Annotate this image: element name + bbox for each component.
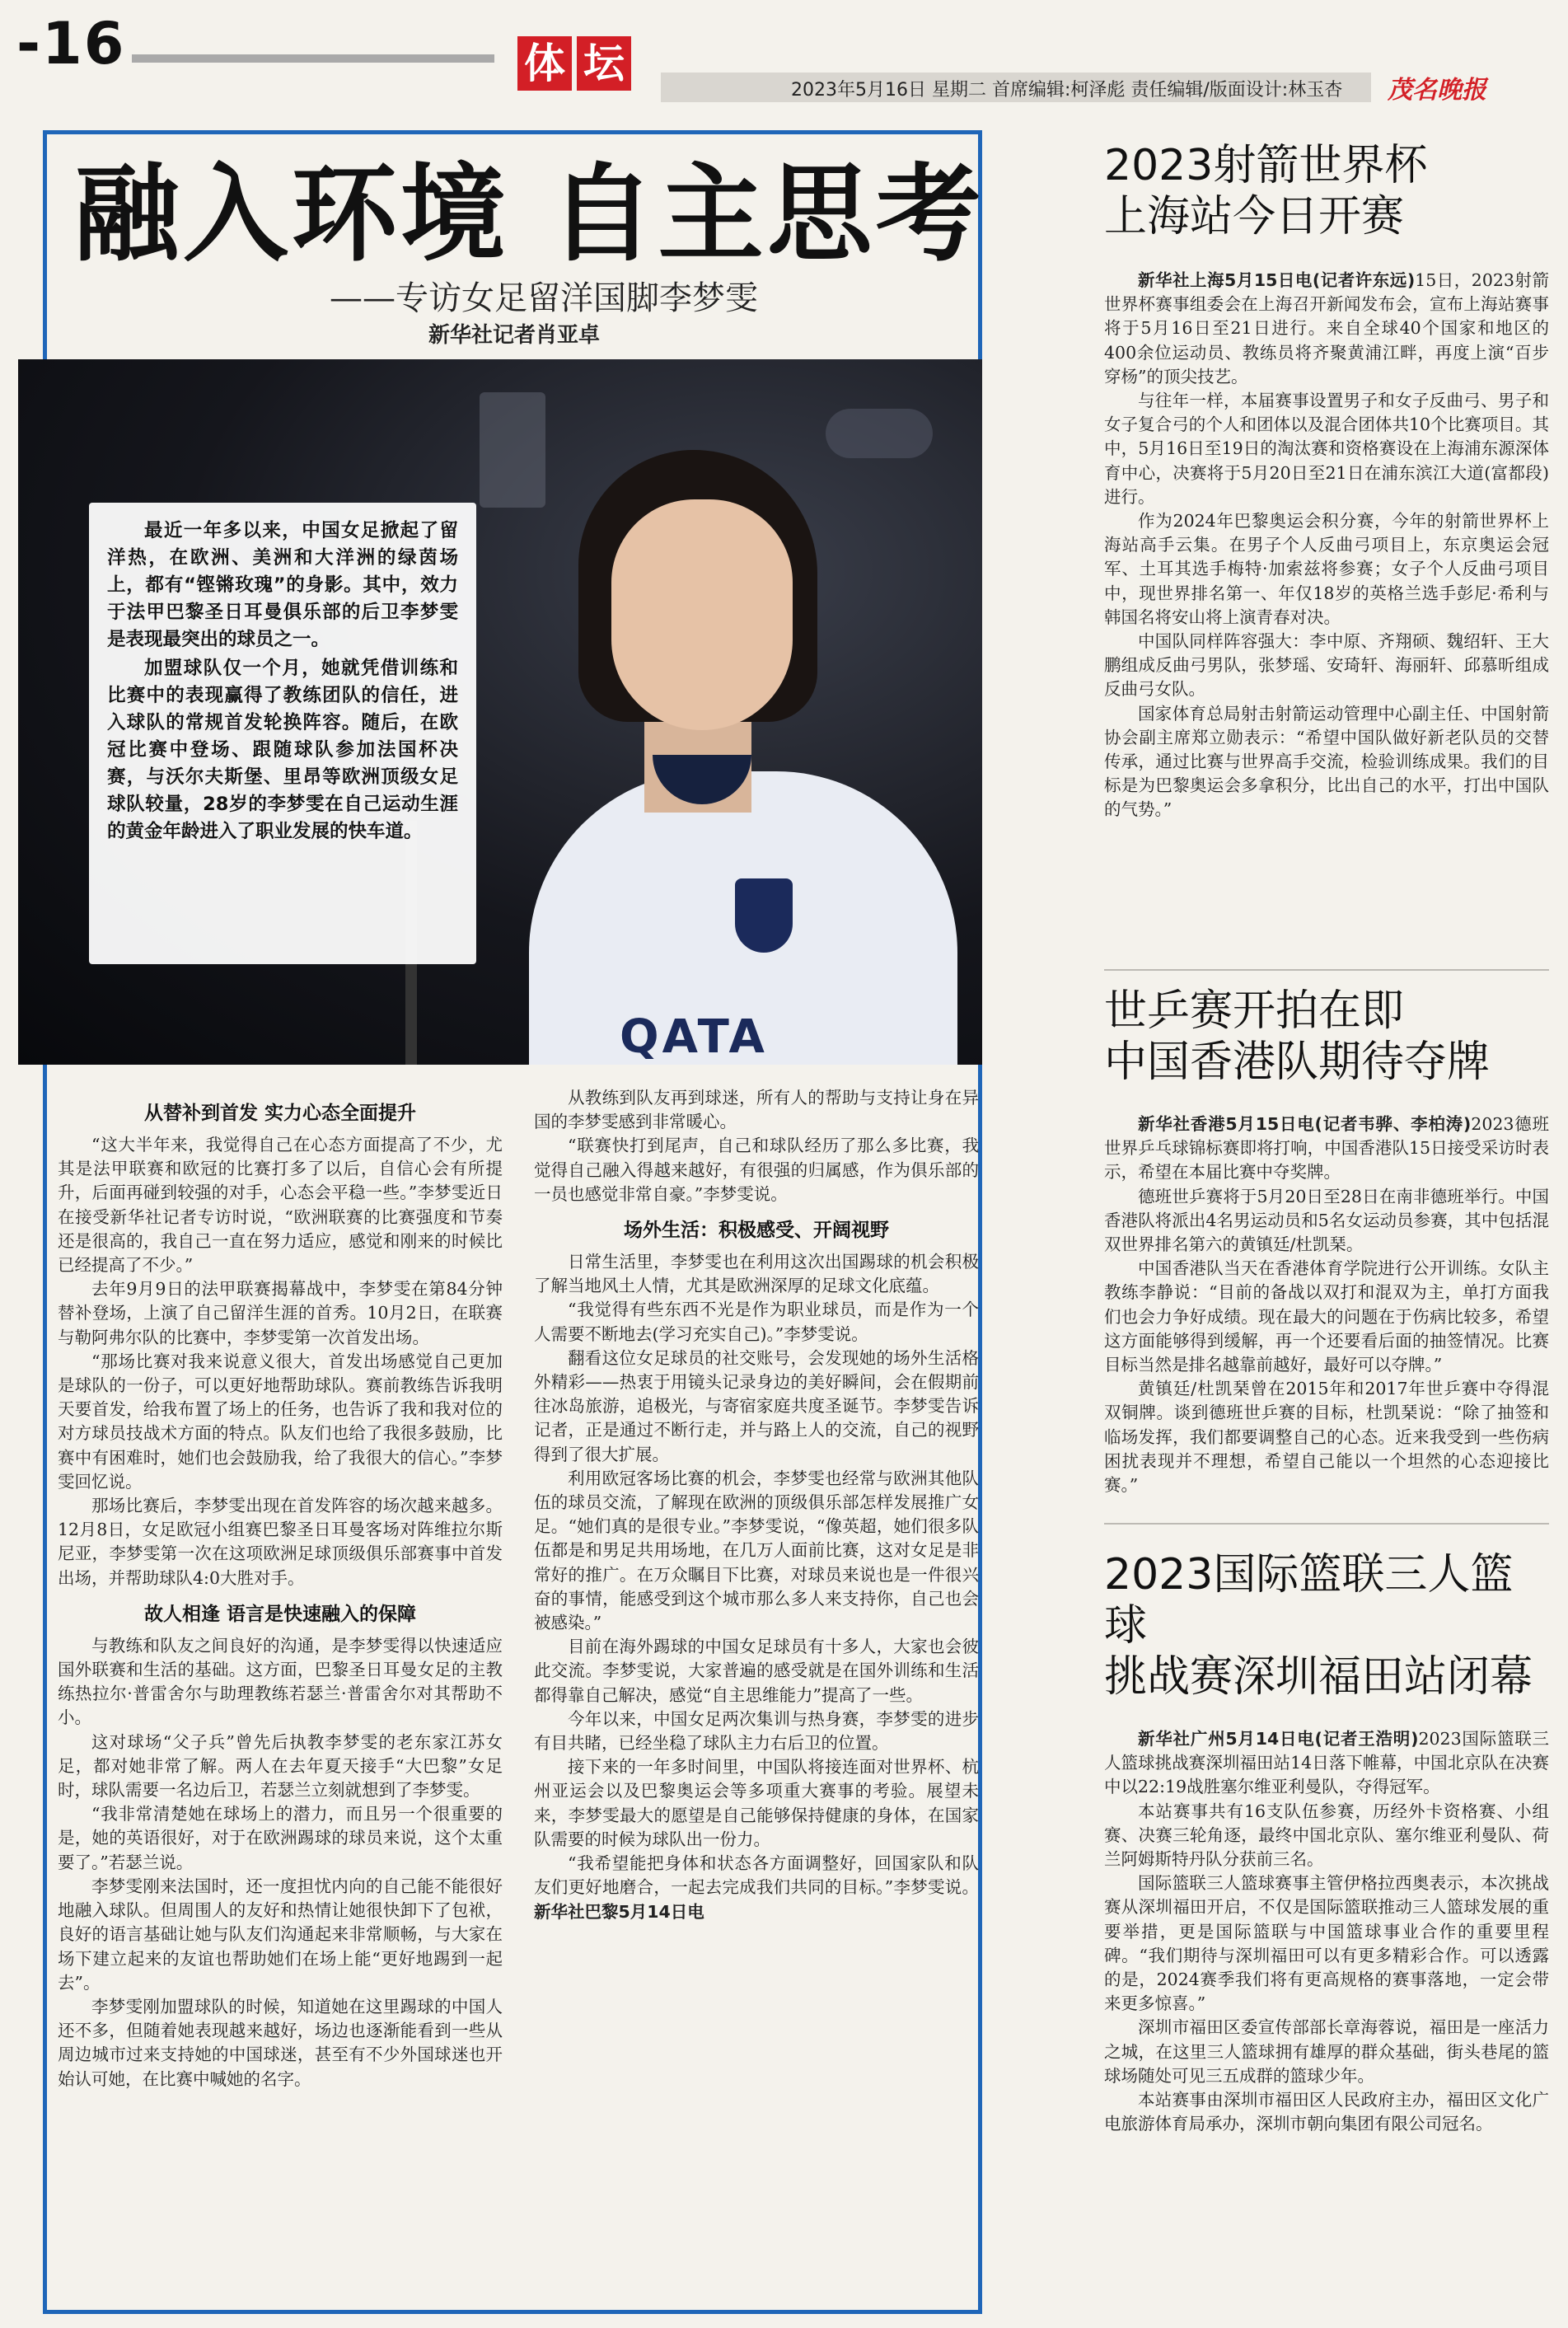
title-line: 2023射箭世界杯 (1104, 141, 1428, 190)
rail-story-title (1104, 1549, 1549, 1703)
article-paragraph: 从教练到队友再到球迷，所有人的帮助与支持让身在异国的李梦雯感到非常暖心。 (534, 1088, 979, 1132)
rail-story-body (1104, 269, 1549, 822)
article-paragraph: 李梦雯刚加盟球队的时候，知道她在这里踢球的中国人还不多，但随着她表现越来越好，场边也逐渐能看到一些从周边城市过来支持她的中国球迷，甚至有不少外国球迷也开始认可她，在比赛中喊她的名字。 (58, 1996, 503, 2089)
rail-story-archery (1104, 140, 1549, 972)
rail-paragraph: 黄镇廷/杜凯琹曾在2015年和2017年世乒赛中夺得混双铜牌。谈到德班世乒赛的目标，杜凯琹说：“除了抽签和临场发挥，我们都要调整自己的心态。近来我受到一些伤病困扰表现并不理想，希望自己能以一个坦然的心态迎接比赛。” (1104, 1379, 1549, 1496)
article-paragraph: “我觉得有些东西不光是作为职业球员，而是作为一个人需要不断地去(学习充实自己)。”李梦雯说。 (534, 1300, 979, 1344)
article-paragraph: “我非常清楚她在球场上的潜力，而且另一个很重要的是，她的英语很好，对于在欧洲踢球的球员来说，这个太重要了。”若瑟兰说。 (58, 1804, 503, 1872)
feature-byline: 新华社记者肖亚卓 (428, 323, 601, 348)
rail-story-title (1104, 140, 1549, 242)
section-heading: 场外生活：积极感受、开阔视野 (624, 1220, 889, 1242)
article-column-right (534, 1086, 979, 2317)
article-paragraph: 接下来的一年多时间里，中国队将接连面对世界杯、杭州亚运会以及巴黎奥运会等多项重大赛事的考验。展望未来，李梦雯最大的愿望是自己能够保持健康的身体，在国家队需要的时候为球队出一份力。 (534, 1757, 979, 1849)
rail-paragraph (1104, 1727, 1549, 1800)
title-line: 世乒赛开拍在即 (1104, 986, 1405, 1036)
feature-subhead: ——专访女足留洋国脚李梦雯 (330, 279, 758, 317)
rail-story-basketball (1104, 1549, 1549, 2316)
page-number: -16 (16, 10, 126, 77)
article-paragraph: 今年以来，中国女足两次集训与热身赛，李梦雯的进步有目共睹，已经坐稳了球队主力右后卫的位置。 (534, 1708, 979, 1754)
jersey-sponsor-text: QATA (620, 1010, 768, 1064)
article-paragraph: 去年9月9日的法甲联赛揭幕战中，李梦雯在第84分钟替补登场，上演了自己留洋生涯的首秀。10月2日，在联赛与勒阿弗尔队的比赛中，李梦雯第一次首发出场。 (58, 1279, 503, 1347)
rail-divider (1104, 969, 1549, 971)
title-line: 2023国际篮联三人篮球 (1104, 1550, 1514, 1651)
article-paragraph (534, 1852, 979, 1924)
rail-paragraph (1104, 1112, 1549, 1185)
rail-paragraph: 国家体育总局射击射箭运动管理中心副主任、中国射箭协会副主席郑立勋表示：“希望中国队做好新老队员的交替传承，通过比赛与世界高手交流，检验训练成果。我们的目标是为巴黎奥运会多拿积分，比出自己的水平，打出中国队的气势。” (1104, 703, 1549, 820)
section-heading: 从替补到首发 实力心态全面提升 (143, 1103, 416, 1124)
article-paragraph: “联赛快打到尾声，自己和球队经历了那么多比赛，我觉得自己融入得越来越好，有很强的归属感，作为俱乐部的一员也感觉非常自豪。”李梦雯说。 (534, 1136, 979, 1204)
lead-box (89, 503, 476, 964)
title-line: 中国香港队期待夺牌 (1104, 1038, 1491, 1087)
section-badge (517, 36, 643, 97)
background-light (480, 392, 545, 508)
article-paragraph: 翻看这位女足球员的社交账号，会发现她的场外生活格外精彩——热衷于用镜头记录身边的美好瞬间，会在假期前往冰岛旅游，追极光，与寄宿家庭共度圣诞节。李梦雯告诉记者，正是通过不断行走，并与路上人的交流，自己的视野得到了很大扩展。 (534, 1347, 979, 1464)
story-dateline: 新华社香港5月15日电(记者韦骅、李柏涛) (1138, 1114, 1472, 1134)
lead-paragraph: 加盟球队仅一个月，她就凭借训练和比赛中的表现赢得了教练团队的信任，进入球队的常规首发轮换阵容。随后，在欧冠比赛中登场、跟随球队参加法国杯决赛，与沃尔夫斯堡、里昂等欧洲顶级女足球队较量，28岁的李梦雯在自己运动生涯的黄金年龄进入了职业发展的快车道。 (107, 658, 458, 842)
section-char-1: 体 (517, 36, 572, 91)
club-crest-icon (735, 878, 793, 953)
rail-story-title (1104, 986, 1549, 1088)
article-paragraph: 与教练和队友之间良好的沟通，是李梦雯得以快速适应国外联赛和生活的基础。这方面，巴黎圣日耳曼女足的主教练热拉尔·普雷舍尔与助理教练若瑟兰·普雷舍尔对其帮助不小。 (58, 1635, 503, 1728)
rail-divider (1104, 1523, 1549, 1525)
rail-story-body (1104, 1112, 1549, 1497)
article-paragraph: “这大半年来，我觉得自己在心态方面提高了不少，尤其是法甲联赛和欧冠的比赛打多了以后，自信心会有所提升，后面再碰到较强的对手，心态会平稳一些。”李梦雯近日在接受新华社记者专访时说，“欧洲联赛的比赛强度和节奏还是很高的，我自己一直在努力适应，感觉和刚来的时候比已经提高了不少。” (58, 1135, 503, 1276)
rail-paragraph: 本站赛事由深圳市福田区人民政府主办，福田区文化广电旅游体育局承办，深圳市朝向集团有限公司冠名。 (1104, 2090, 1549, 2134)
title-line: 上海站今日开赛 (1104, 192, 1405, 241)
article-paragraph: “那场比赛对我来说意义很大，首发出场感觉自己更加是球队的一份子，可以更好地帮助球队。赛前教练告诉我明天要首发，给我布置了场上的任务，也告诉了我和我对位的对方球员技战术方面的特点。队友们也给了我很多鼓励，比赛中有困难时，她们也会鼓励我，给了我很大的信心。”李梦雯回忆说。 (58, 1351, 503, 1492)
rail-paragraph: 作为2024年巴黎奥运会积分赛，今年的射箭世界杯上海站高手云集。在男子个人反曲弓项目上，东京奥运会冠军、土耳其选手梅特·加索兹将参赛；女子个人反曲弓项目中，现世界排名第一、年仅18岁的英格兰选手彭尼·希利与韩国名将安山将上演青春对决。 (1104, 511, 1549, 627)
lead-paragraph: 最近一年多以来，中国女足掀起了留洋热，在欧洲、美洲和大洋洲的绿茵场上，都有“铿锵玫瑰”的身影。其中，效力于法甲巴黎圣日耳曼俱乐部的后卫李梦雯是表现最突出的球员之一。 (107, 520, 458, 650)
section-heading: 故人相逢 语言是快速融入的保障 (143, 1603, 416, 1625)
rail-paragraph: 本站赛事共有16支队伍参赛，历经外卡资格赛、小组赛、决赛三轮角逐，最终中国北京队、塞尔维亚利曼队、荷兰阿姆斯特丹队分获前三名。 (1104, 1801, 1549, 1870)
rail-paragraph (1104, 269, 1549, 389)
article-paragraph: 日常生活里，李梦雯也在利用这次出国踢球的机会积极了解当地风土人情，尤其是欧洲深厚的足球文化底蕴。 (534, 1252, 979, 1296)
article-column-left (58, 1089, 503, 2317)
article-paragraph: 目前在海外踢球的中国女足球员有十多人，大家也会彼此交流。李梦雯说，大家普遍的感受就是在国外训练和生活都得靠自己解决，感觉“自主思维能力”提高了一些。 (534, 1637, 979, 1705)
rail-story-body (1104, 1727, 1549, 2136)
rail-paragraph: 中国队同样阵容强大：李中原、齐翔硕、魏绍轩、王大鹏组成反曲弓男队，张梦瑶、安琦轩、海丽轩、邱慕昕组成反曲弓女队。 (1104, 631, 1549, 700)
background-light (826, 409, 933, 458)
newspaper-logo: 茂名晚报 (1388, 76, 1486, 105)
article-paragraph: 利用欧冠客场比赛的机会，李梦雯也经常与欧洲其他队伍的球员交流，了解现在欧洲的顶级俱乐部怎样发展推广女足。“她们真的是很专业。”李梦雯说，“像英超，她们很多队伍都是和男足共用场地，在几万人面前比赛，这对女足是非常好的推广。在万众瞩目下比赛，对球员来说也是一件很兴奋的事情，能感受到这个城市那么多人来支持你，自己也会被感染。” (534, 1468, 979, 1633)
article-paragraph: 这对球场“父子兵”曾先后执教李梦雯的老东家江苏女足，都对她非常了解。两人在去年夏天接手“大巴黎”女足时，球队需要一名边后卫，若瑟兰立刻就想到了李梦雯。 (58, 1731, 503, 1801)
rail-paragraph: 与往年一样，本届赛事设置男子和女子反曲弓、男子和女子复合弓的个人和团体以及混合团体共10个比赛项目。其中，5月16日至19日的淘汰赛和资格赛设在上海浦东源深体育中心，决赛将于5月20日至21日在浦东滨江大道(富都段)进行。 (1104, 391, 1549, 507)
rail-paragraph: 德班世乒赛将于5月20日至28日在南非德班举行。中国香港队将派出4名男运动员和5名女运动员参赛，其中包括混双世界排名第六的黄镇廷/杜凯琹。 (1104, 1186, 1549, 1255)
story-text: 2023德班世界乒乓球锦标赛即将打响，中国香港队15日接受采访时表示，希望在本届比赛中夺奖牌。 (1104, 1114, 1549, 1183)
story-dateline: 新华社上海5月15日电(记者许东远) (1138, 270, 1416, 290)
story-dateline: 新华社广州5月14日电(记者王浩明) (1138, 1729, 1419, 1749)
article-signoff: 新华社巴黎5月14日电 (534, 1901, 704, 1922)
masthead-rule (132, 54, 494, 63)
story-text: 2023国际篮联三人篮球挑战赛深圳福田站14日落下帷幕，中国北京队在决赛中以22:19战胜塞尔维亚利曼队，夺得冠军。 (1104, 1729, 1549, 1797)
story-text: 15日，2023射箭世界杯赛事组委会在上海召开新闻发布会，宣布上海站赛事将于5月16日至21日进行。来自全球40个国家和地区的400余位运动员、教练员将齐聚黄浦江畔，再度上演“百步穿杨”的顶尖技艺。 (1104, 270, 1549, 386)
rail-paragraph: 国际篮联三人篮球赛事主管伊格拉西奥表示，本次挑战赛从深圳福田开启，不仅是国际篮联推动三人篮球发展的重要举措，更是国际篮联与中国篮球事业合作的重要里程碑。“我们期待与深圳福田可以有更多精彩合作。可以透露的是，2024赛季我们将有更高规格的赛事落地，一定会带来更多惊喜。” (1104, 1873, 1549, 2014)
section-char-2: 坛 (577, 36, 631, 91)
article-text: “我希望能把身体和状态各方面调整好，回国家队和队友们更好地磨合，一起去完成我们共同的目标。”李梦雯说。 (534, 1853, 979, 1898)
feature-headline: 融入环境 自主思考 (74, 152, 985, 276)
article-paragraph: 李梦雯刚来法国时，还一度担忧内向的自己能不能很好地融入球队。但周围人的友好和热情让她很快卸下了包袱，良好的语言基础让她与队友们沟通起来非常顺畅，与大家在场下建立起来的友谊也帮助她们在场上能“更好地踢到一起去”。 (58, 1876, 503, 1993)
article-paragraph: 那场比赛后，李梦雯出现在首发阵容的场次越来越多。12月8日，女足欧冠小组赛巴黎圣日耳曼客场对阵维拉尔斯尼亚，李梦雯第一次在这项欧洲足球顶级俱乐部赛事中首发出场，并帮助球队4:0大胜对手。 (58, 1496, 503, 1588)
rail-paragraph: 深圳市福田区委宣传部部长章海蓉说，福田是一座活力之城，在这里三人篮球拥有雄厚的群众基础，街头巷尾的篮球场随处可见三五成群的篮球少年。 (1104, 2017, 1549, 2086)
rail-paragraph: 中国香港队当天在香港体育学院进行公开训练。女队主教练李静说：“目前的备战以双打和混双为主，单打方面我们也会力争好成绩。现在最大的问题在于伤病比较多，希望这方面能够得到缓解，再一个还要看后面的抽签情况。比赛目标当然是排名越靠前越好，最好可以夺牌。” (1104, 1258, 1549, 1375)
issue-dateline: 2023年5月16日 星期二 首席编辑:柯泽彪 责任编辑/版面设计:林玉杏 (791, 80, 1343, 101)
player-face (611, 499, 793, 730)
title-line: 挑战赛深圳福田站闭幕 (1104, 1652, 1533, 1702)
rail-story-table-tennis (1104, 986, 1549, 1497)
